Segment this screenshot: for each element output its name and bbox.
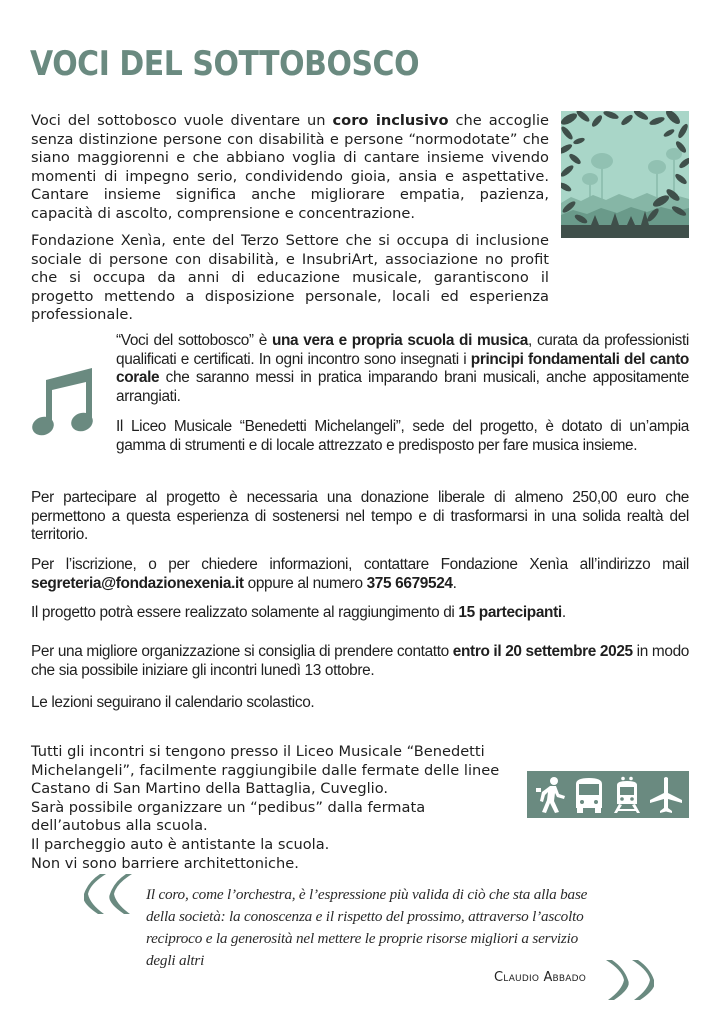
- participants-paragraph: [31, 604, 689, 623]
- email-link[interactable]: segreteria@fondazionexenia.it: [31, 574, 244, 592]
- text: in modo che sia possibile iniziare gli incontri lunedì 13 ottobre.: [31, 643, 689, 679]
- train-icon: [610, 776, 644, 814]
- bold-text: coro inclusivo: [332, 112, 449, 129]
- quote-author: Claudio Abbado: [494, 970, 587, 985]
- music-note-icon: [32, 368, 94, 436]
- text: “Voci del sottobosco” è: [116, 332, 272, 349]
- quote-text: Il coro, come l’orchestra, è l’espressione più valida di ciò che sta alla base della società: la conoscenza e il rispetto del prossimo, attraverso l’ascolto reciproco e la generosità nel mettere le proprie risorse migliori a servizio degli altri: [146, 886, 588, 969]
- text: Tutti gli incontri si tengono presso il Liceo Musicale “Benedetti Michelangeli”, facilmente raggiungibile dalle fermate delle linee Castano di San Martino della Battaglia, Cuveglio.: [31, 743, 500, 798]
- phone-number: 375 6679524: [366, 574, 453, 592]
- page-title: VOCI DEL SOTTOBOSCO: [30, 44, 420, 84]
- pedestrian-icon: [533, 776, 567, 814]
- venue-paragraph: Il Liceo Musicale “Benedetti Michelangeli”, sede del progetto, è dotato di un’ampia gamma di strumenti e di locale attrezzato e predisposto per fare musica insieme.: [116, 418, 689, 454]
- bold-text: entro il 20 settembre 2025: [452, 643, 633, 660]
- bold-text: principi fondamentali del canto corale: [116, 350, 689, 387]
- location-paragraph: [31, 743, 509, 873]
- partners-paragraph: Fondazione Xenìa, ente del Terzo Settore che si occupa di inclusione sociale di persone con disabilità, e InsubriArt, associazione no profit che si occupa da anni di educazione musicale, garantiscono il progetto mettendo a disposizione personale, locali ed esperienza professionale.: [31, 232, 549, 324]
- text: Non vi sono barriere architettoniche.: [31, 854, 299, 872]
- deadline-paragraph: [31, 643, 689, 680]
- school-paragraph: [116, 332, 689, 406]
- open-quote-icon: [84, 872, 136, 916]
- forest-illustration: [561, 111, 689, 238]
- close-quote-icon: [602, 958, 654, 1002]
- text: Sarà possibile organizzare un “pedibus” dalla fermata dell’autobus alla scuola.: [31, 798, 426, 835]
- bold-text: 15 partecipanti: [458, 604, 562, 621]
- contact-paragraph: [31, 556, 689, 593]
- intro-paragraph: [31, 112, 549, 224]
- transport-icons-bar: [527, 771, 689, 818]
- text: che accoglie senza distinzione persone con disabilità e persone “normodotate” che siano maggiorenni e che abbiano voglia di cantare insieme vivendo momenti di impegno serio, condividendo gioia, ansia e aspettative. Cantare insieme significa anche migliorare empatia, pazienza, capacità di ascolto, comprensione e concentrazione.: [31, 112, 549, 222]
- airplane-icon: [649, 776, 683, 814]
- text: , curata da professionisti qualificati e certificati. In ogni incontro sono insegnati i: [116, 332, 689, 368]
- donation-paragraph: Per partecipare al progetto è necessaria una donazione liberale di almeno 250,00 euro che permettono a questa esperienza di sostenersi nel tempo e di trasformarsi in una solida realtà del territorio.: [31, 489, 689, 544]
- calendar-paragraph: Le lezioni seguirano il calendario scolastico.: [31, 694, 315, 711]
- text: Per l’iscrizione, o per chiedere informazioni, contattare Fondazione Xenìa all’indirizzo mail: [31, 556, 689, 573]
- text: Per una migliore organizzazione si consiglia di prendere contatto: [31, 643, 453, 660]
- text: .: [452, 574, 457, 592]
- text: Voci del sottobosco vuole diventare un: [31, 112, 333, 129]
- text: oppure al numero: [243, 574, 367, 592]
- bus-icon: [572, 776, 606, 814]
- text: che saranno messi in pratica imparando brani musicali, anche appositamente arrangiati.: [116, 369, 689, 405]
- bold-text: una vera e propria scuola di musica: [271, 332, 528, 349]
- text: .: [561, 604, 566, 621]
- text: Il parcheggio auto è antistante la scuola.: [31, 835, 330, 853]
- text: Il progetto potrà essere realizzato solamente al raggiungimento di: [31, 604, 459, 621]
